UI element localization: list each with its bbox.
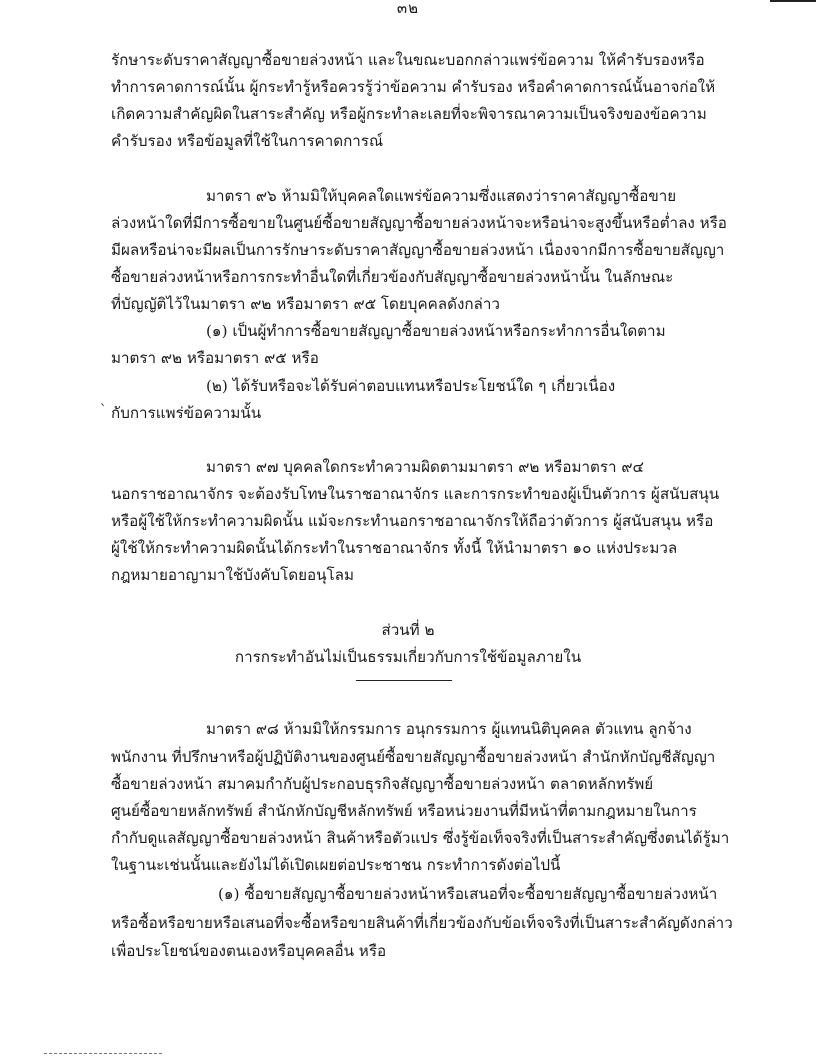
- section-98-heading-line: มาตรา ๙๘ ห้ามมิให้กรรมการ อนุกรรมการ ผู้แทนนิติบุคคล ตัวแทน ลูกจ้าง: [206, 720, 692, 738]
- section-96-heading-line: มาตรา ๙๖ ห้ามมิให้บุคคลใดแพร่ข้อความซึ่งแสดงว่าราคาสัญญาซื้อขาย: [206, 187, 677, 205]
- text-line: ทำการคาดการณ์นั้น ผู้กระทำรู้หรือควรรู้ว่าข้อความ คำรับรอง หรือคำคาดการณ์นั้นอาจก่อให้: [111, 78, 716, 96]
- text-line: มีผลหรือน่าจะมีผลเป็นการรักษาระดับราคาสัญญาซื้อขายล่วงหน้า เนื่องจากมีการซื้อขายสัญญา: [111, 241, 725, 259]
- clause-1-line: (๑) ซื้อขายสัญญาซื้อขายล่วงหน้าหรือเสนอที่จะซื้อขายสัญญาซื้อขายล่วงหน้า: [218, 885, 718, 903]
- text-line: ซื้อขายล่วงหน้าหรือการกระทำอื่นใดที่เกี่ยวข้องกับสัญญาซื้อขายล่วงหน้านั้น ในลักษณะ: [111, 268, 674, 286]
- text-line: เกิดความสำคัญผิดในสาระสำคัญ หรือผู้กระทำละเลยที่จะพิจารณาความเป็นจริงของข้อความ: [111, 105, 707, 123]
- text-line: ศูนย์ซื้อขายหลักทรัพย์ สำนักหักบัญชีหลักทรัพย์ หรือหน่วยงานที่มีหน้าที่ตามกฎหมายในการ: [111, 802, 697, 820]
- text-line: นอกราชอาณาจักร จะต้องรับโทษในราชอาณาจักร และการกระทำของผู้เป็นตัวการ ผู้สนับสนุน: [111, 485, 720, 503]
- text-line: มาตรา ๙๒ หรือมาตรา ๙๕ หรือ: [111, 349, 319, 367]
- part-title: การกระทำอันไม่เป็นธรรมเกี่ยวกับการใช้ข้อมูลภายใน: [234, 648, 582, 666]
- clause-1-line: (๑) เป็นผู้ทำการซื้อขายสัญญาซื้อขายล่วงหน้าหรือกระทำการอื่นใดตาม: [206, 322, 666, 340]
- text-line: คำรับรอง หรือข้อมูลที่ใช้ในการคาดการณ์: [111, 132, 384, 150]
- heading-divider: [356, 680, 452, 681]
- text-line: ซื้อขายล่วงหน้า สมาคมกำกับผู้ประกอบธุรกิจสัญญาซื้อขายล่วงหน้า ตลาดหลักทรัพย์: [111, 775, 654, 793]
- text-line: เพื่อประโยชน์ของตนเองหรือบุคคลอื่น หรือ: [111, 942, 387, 960]
- text-line: พนักงาน ที่ปรึกษาหรือผู้ปฏิบัติงานของศูนย์ซื้อขายสัญญาซื้อขายล่วงหน้า สำนักหักบัญชีสัญญา: [111, 748, 716, 766]
- text-line: กำกับดูแลสัญญาซื้อขายล่วงหน้า สินค้าหรือตัวแปร ซึ่งรู้ข้อเท็จจริงที่เป็นสาระสำคัญซึ่งตนได้รู้มา: [111, 829, 730, 847]
- text-line: ในฐานะเช่นนั้นและยังไม่ได้เปิดเผยต่อประชาชน กระทำการดังต่อไปนี้: [111, 856, 561, 874]
- text-line: ล่วงหน้าใดที่มีการซื้อขายในศูนย์ซื้อขายสัญญาซื้อขายล่วงหน้าจะหรือน่าจะสูงขึ้นหรือต่ำลง หรือ: [111, 214, 727, 232]
- text-line: กับการแพร่ข้อความนั้น: [111, 404, 262, 422]
- section-97-heading-line: มาตรา ๙๗ บุคคลใดกระทำความผิดตามมาตรา ๙๒ หรือมาตรา ๙๔: [206, 458, 644, 476]
- text-line: หรือผู้ใช้ให้กระทำความผิดนั้น แม้จะกระทำนอกราชอาณาจักรให้ถือว่าตัวการ ผู้สนับสนุน หรือ: [111, 512, 714, 530]
- text-line: ผู้ใช้ให้กระทำความผิดนั้นได้กระทำในราชอาณาจักร ทั้งนี้ ให้นำมาตรา ๑๐ แห่งประมวล: [111, 539, 678, 557]
- footer-rule: [44, 1053, 162, 1054]
- part-heading: ส่วนที่ ๒: [381, 621, 435, 639]
- page-number: ๓๒: [396, 0, 420, 17]
- text-line: หรือซื้อหรือขายหรือเสนอที่จะซื้อหรือขายสินค้าที่เกี่ยวข้องกับข้อเท็จจริงที่เป็นสาระสำคัญดังกล่าว: [111, 914, 733, 932]
- text-line: รักษาระดับราคาสัญญาซื้อขายล่วงหน้า และในขณะบอกกล่าวแพร่ข้อความ ให้คำรับรองหรือ: [111, 51, 705, 69]
- text-line: ที่บัญญัติไว้ในมาตรา ๙๒ หรือมาตรา ๙๕ โดยบุคคลดังกล่าว: [111, 295, 500, 313]
- text-line: กฎหมายอาญามาใช้บังคับโดยอนุโลม: [111, 566, 354, 584]
- clause-2-line: (๒) ได้รับหรือจะได้รับค่าตอบแทนหรือประโยชน์ใด ๆ เกี่ยวเนื่อง: [206, 377, 616, 395]
- scan-speck: ˋ: [100, 403, 107, 418]
